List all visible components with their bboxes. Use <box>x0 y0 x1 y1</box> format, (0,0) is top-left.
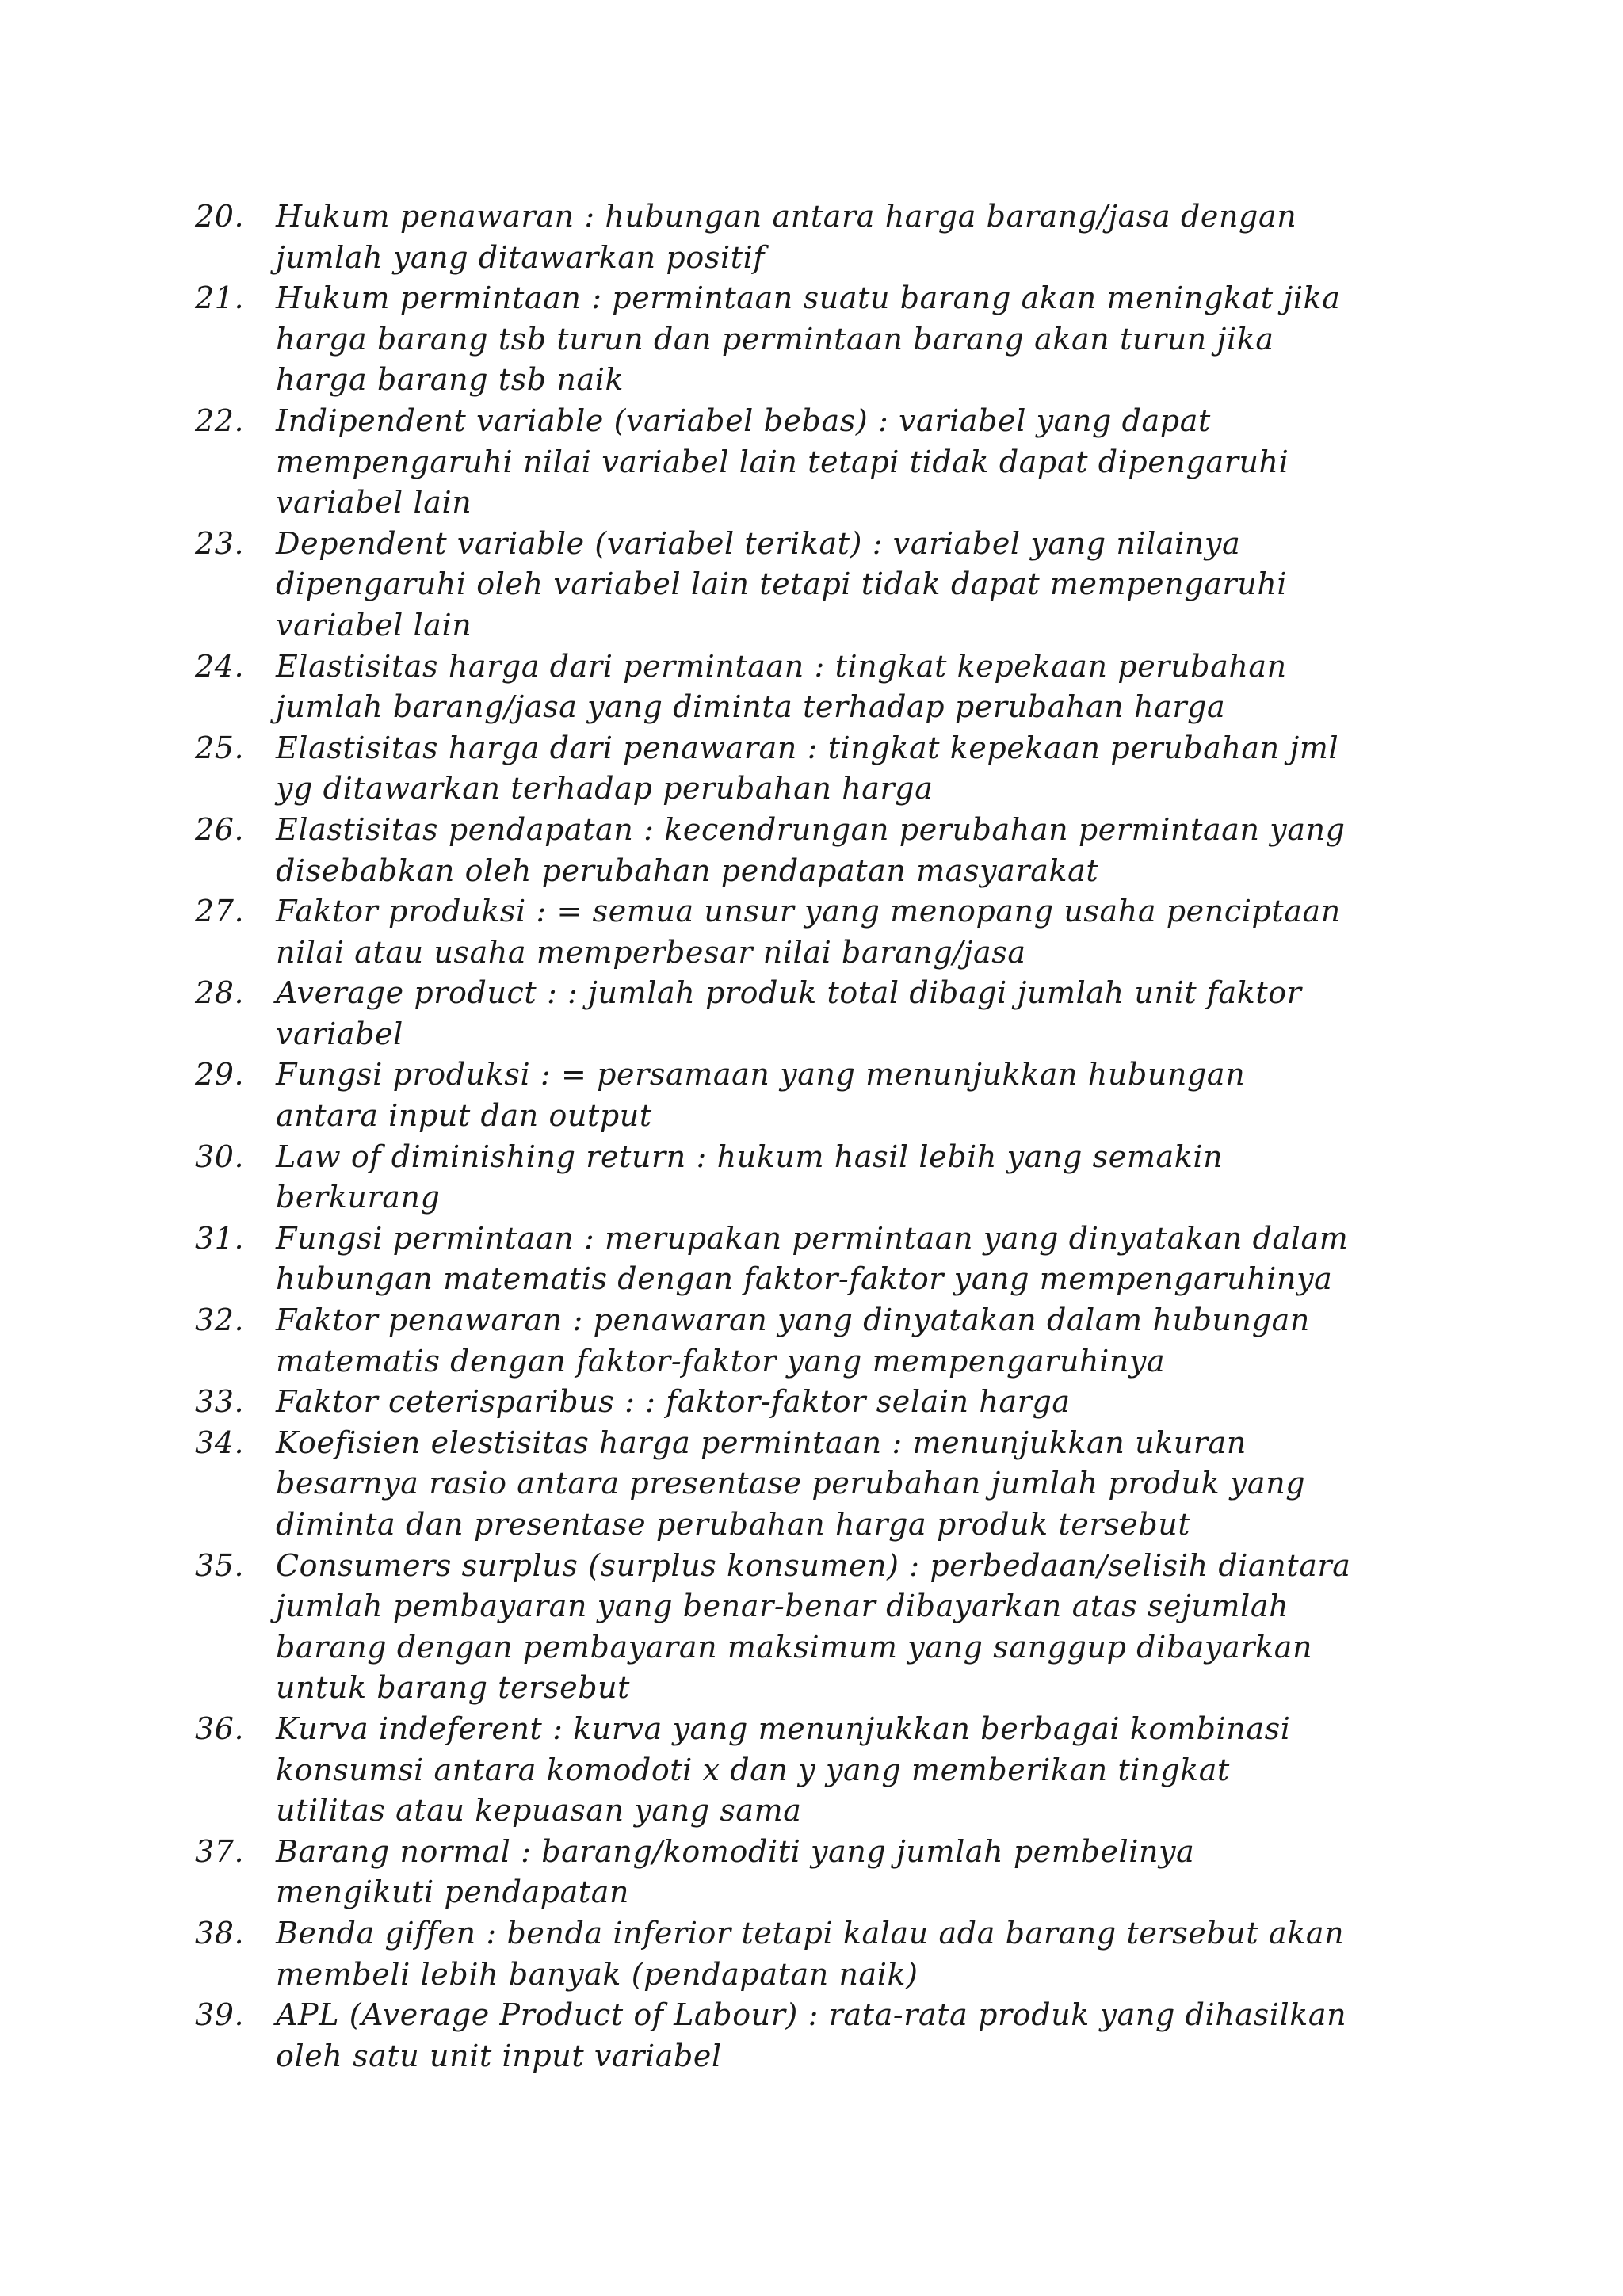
item-number: 36. <box>195 1711 245 1746</box>
item-text <box>276 1055 1447 1136</box>
item-number: 25. <box>195 730 245 765</box>
text-line: yg ditawarkan terhadap perubahan harga <box>276 771 934 807</box>
item-text <box>276 1137 1447 1219</box>
list-item <box>195 810 1447 891</box>
text-line: APL (Average Product of Labour) : rata-rata produk yang dihasilkan <box>276 1997 1347 2033</box>
list-item <box>195 196 1447 278</box>
text-line: variabel lain <box>276 485 472 521</box>
list-item <box>195 1137 1447 1219</box>
item-text <box>276 810 1447 891</box>
item-number: 28. <box>195 975 245 1011</box>
item-text <box>276 1709 1447 1832</box>
text-line: harga barang tsb turun dan permintaan barang akan turun jika <box>276 321 1274 357</box>
item-number: 37. <box>195 1833 245 1869</box>
list-item <box>195 1382 1447 1423</box>
text-line: Elastisitas pendapatan : kecendrungan perubahan permintaan yang <box>276 811 1346 847</box>
list-item <box>195 1995 1447 2077</box>
item-text <box>276 1300 1447 1382</box>
text-line: jumlah yang ditawarkan positif <box>276 239 765 275</box>
list-item <box>195 278 1447 401</box>
text-line: nilai atau usaha memperbesar nilai barang/jasa <box>276 934 1026 970</box>
item-text <box>276 1423 1447 1546</box>
item-number: 27. <box>195 894 245 929</box>
text-line: jumlah barang/jasa yang diminta terhadap perubahan harga <box>276 689 1226 725</box>
text-line: Fungsi produksi : = persamaan yang menunjukkan hubungan <box>276 1057 1246 1093</box>
list-item <box>195 1055 1447 1136</box>
list-item <box>195 1423 1447 1546</box>
item-number: 35. <box>195 1547 245 1583</box>
text-line: harga barang tsb naik <box>276 362 624 398</box>
item-text <box>276 973 1447 1055</box>
item-text <box>276 891 1447 973</box>
list-item <box>195 973 1447 1055</box>
item-number: 34. <box>195 1425 245 1460</box>
item-text <box>276 1546 1447 1709</box>
text-line: untuk barang tersebut <box>276 1670 631 1706</box>
item-number: 30. <box>195 1138 245 1174</box>
text-line: disebabkan oleh perubahan pendapatan masyarakat <box>276 852 1099 888</box>
item-number: 23. <box>195 525 245 561</box>
item-number: 38. <box>195 1915 245 1951</box>
text-line: Kurva indeferent : kurva yang menunjukkan berbagai kombinasi <box>276 1711 1291 1746</box>
text-line: Fungsi permintaan : merupakan permintaan yang dinyatakan dalam <box>276 1220 1349 1256</box>
text-line: Elastisitas harga dari permintaan : tingkat kepekaan perubahan <box>276 648 1287 684</box>
item-number: 33. <box>195 1384 245 1420</box>
item-text <box>276 1913 1447 1995</box>
text-line: Dependent variable (variabel terikat) : variabel yang nilainya <box>276 525 1241 561</box>
item-text <box>276 196 1447 278</box>
item-text <box>276 278 1447 401</box>
item-number: 26. <box>195 811 245 847</box>
list-item <box>195 401 1447 524</box>
text-line: utilitas atau kepuasan yang sama <box>276 1793 802 1829</box>
list-item <box>195 1832 1447 1913</box>
text-line: antara input dan output <box>276 1098 652 1134</box>
text-line: hubungan matematis dengan faktor-faktor yang mempengaruhinya <box>276 1261 1333 1297</box>
item-text <box>276 524 1447 646</box>
text-line: jumlah pembayaran yang benar-benar dibayarkan atas sejumlah <box>276 1589 1289 1624</box>
text-line: barang dengan pembayaran maksimum yang sanggup dibayarkan <box>276 1629 1313 1665</box>
item-number: 32. <box>195 1302 245 1338</box>
text-line: berkurang <box>276 1180 441 1215</box>
text-line: diminta dan presentase perubahan harga produk tersebut <box>276 1507 1191 1542</box>
list-item <box>195 1913 1447 1995</box>
item-number: 31. <box>195 1220 245 1256</box>
item-number: 22. <box>195 402 245 438</box>
list-item <box>195 891 1447 973</box>
text-line: mempengaruhi nilai variabel lain tetapi tidak dapat dipengaruhi <box>276 444 1289 479</box>
text-line: membeli lebih banyak (pendapatan naik) <box>276 1956 918 1992</box>
text-line: Hukum permintaan : permintaan suatu barang akan meningkat jika <box>276 280 1341 316</box>
text-line: dipengaruhi oleh variabel lain tetapi tidak dapat mempengaruhi <box>276 566 1288 602</box>
item-text <box>276 1382 1447 1423</box>
text-line: Faktor ceterisparibus : : faktor-faktor selain harga <box>276 1384 1071 1420</box>
text-line: variabel lain <box>276 607 472 643</box>
text-line: Hukum penawaran : hubungan antara harga barang/jasa dengan <box>276 199 1297 234</box>
list-item <box>195 1709 1447 1832</box>
text-line: variabel <box>276 1016 403 1051</box>
item-text <box>276 1832 1447 1913</box>
item-number: 20. <box>195 199 245 234</box>
list-item <box>195 1219 1447 1300</box>
list-item <box>195 1300 1447 1382</box>
text-line: Elastisitas harga dari penawaran : tingkat kepekaan perubahan jml <box>276 730 1339 765</box>
list-item <box>195 646 1447 728</box>
item-number: 21. <box>195 280 245 316</box>
item-text <box>276 1219 1447 1300</box>
text-line: mengikuti pendapatan <box>276 1875 630 1910</box>
list-item <box>195 1546 1447 1709</box>
text-line: Law of diminishing return : hukum hasil lebih yang semakin <box>276 1138 1224 1174</box>
text-line: Faktor penawaran : penawaran yang dinyatakan dalam hubungan <box>276 1302 1310 1338</box>
text-line: besarnya rasio antara presentase perubahan jumlah produk yang <box>276 1466 1306 1501</box>
text-line: Consumers surplus (surplus konsumen) : perbedaan/selisih diantara <box>276 1547 1351 1583</box>
text-line: konsumsi antara komodoti x dan y yang memberikan tingkat <box>276 1752 1230 1787</box>
text-line: oleh satu unit input variabel <box>276 2038 722 2073</box>
text-line: Barang normal : barang/komoditi yang jumlah pembelinya <box>276 1833 1195 1869</box>
text-line: Indipendent variable (variabel bebas) : variabel yang dapat <box>276 402 1211 438</box>
item-text <box>276 646 1447 728</box>
text-line: Koefisien elestisitas harga permintaan : menunjukkan ukuran <box>276 1425 1247 1460</box>
text-line: Benda giffen : benda inferior tetapi kalau ada barang tersebut akan <box>276 1915 1345 1951</box>
item-number: 24. <box>195 648 245 684</box>
item-text <box>276 728 1447 810</box>
item-number: 39. <box>195 1997 245 2033</box>
item-text <box>276 401 1447 524</box>
text-line: Average product : : jumlah produk total dibagi jumlah unit faktor <box>276 975 1302 1011</box>
list-item <box>195 728 1447 810</box>
list-item <box>195 524 1447 646</box>
text-line: matematis dengan faktor-faktor yang mempengaruhinya <box>276 1343 1166 1379</box>
text-line: Faktor produksi : = semua unsur yang menopang usaha penciptaan <box>276 894 1341 929</box>
item-text <box>276 1995 1447 2077</box>
definition-list <box>195 196 1447 2077</box>
item-number: 29. <box>195 1057 245 1093</box>
